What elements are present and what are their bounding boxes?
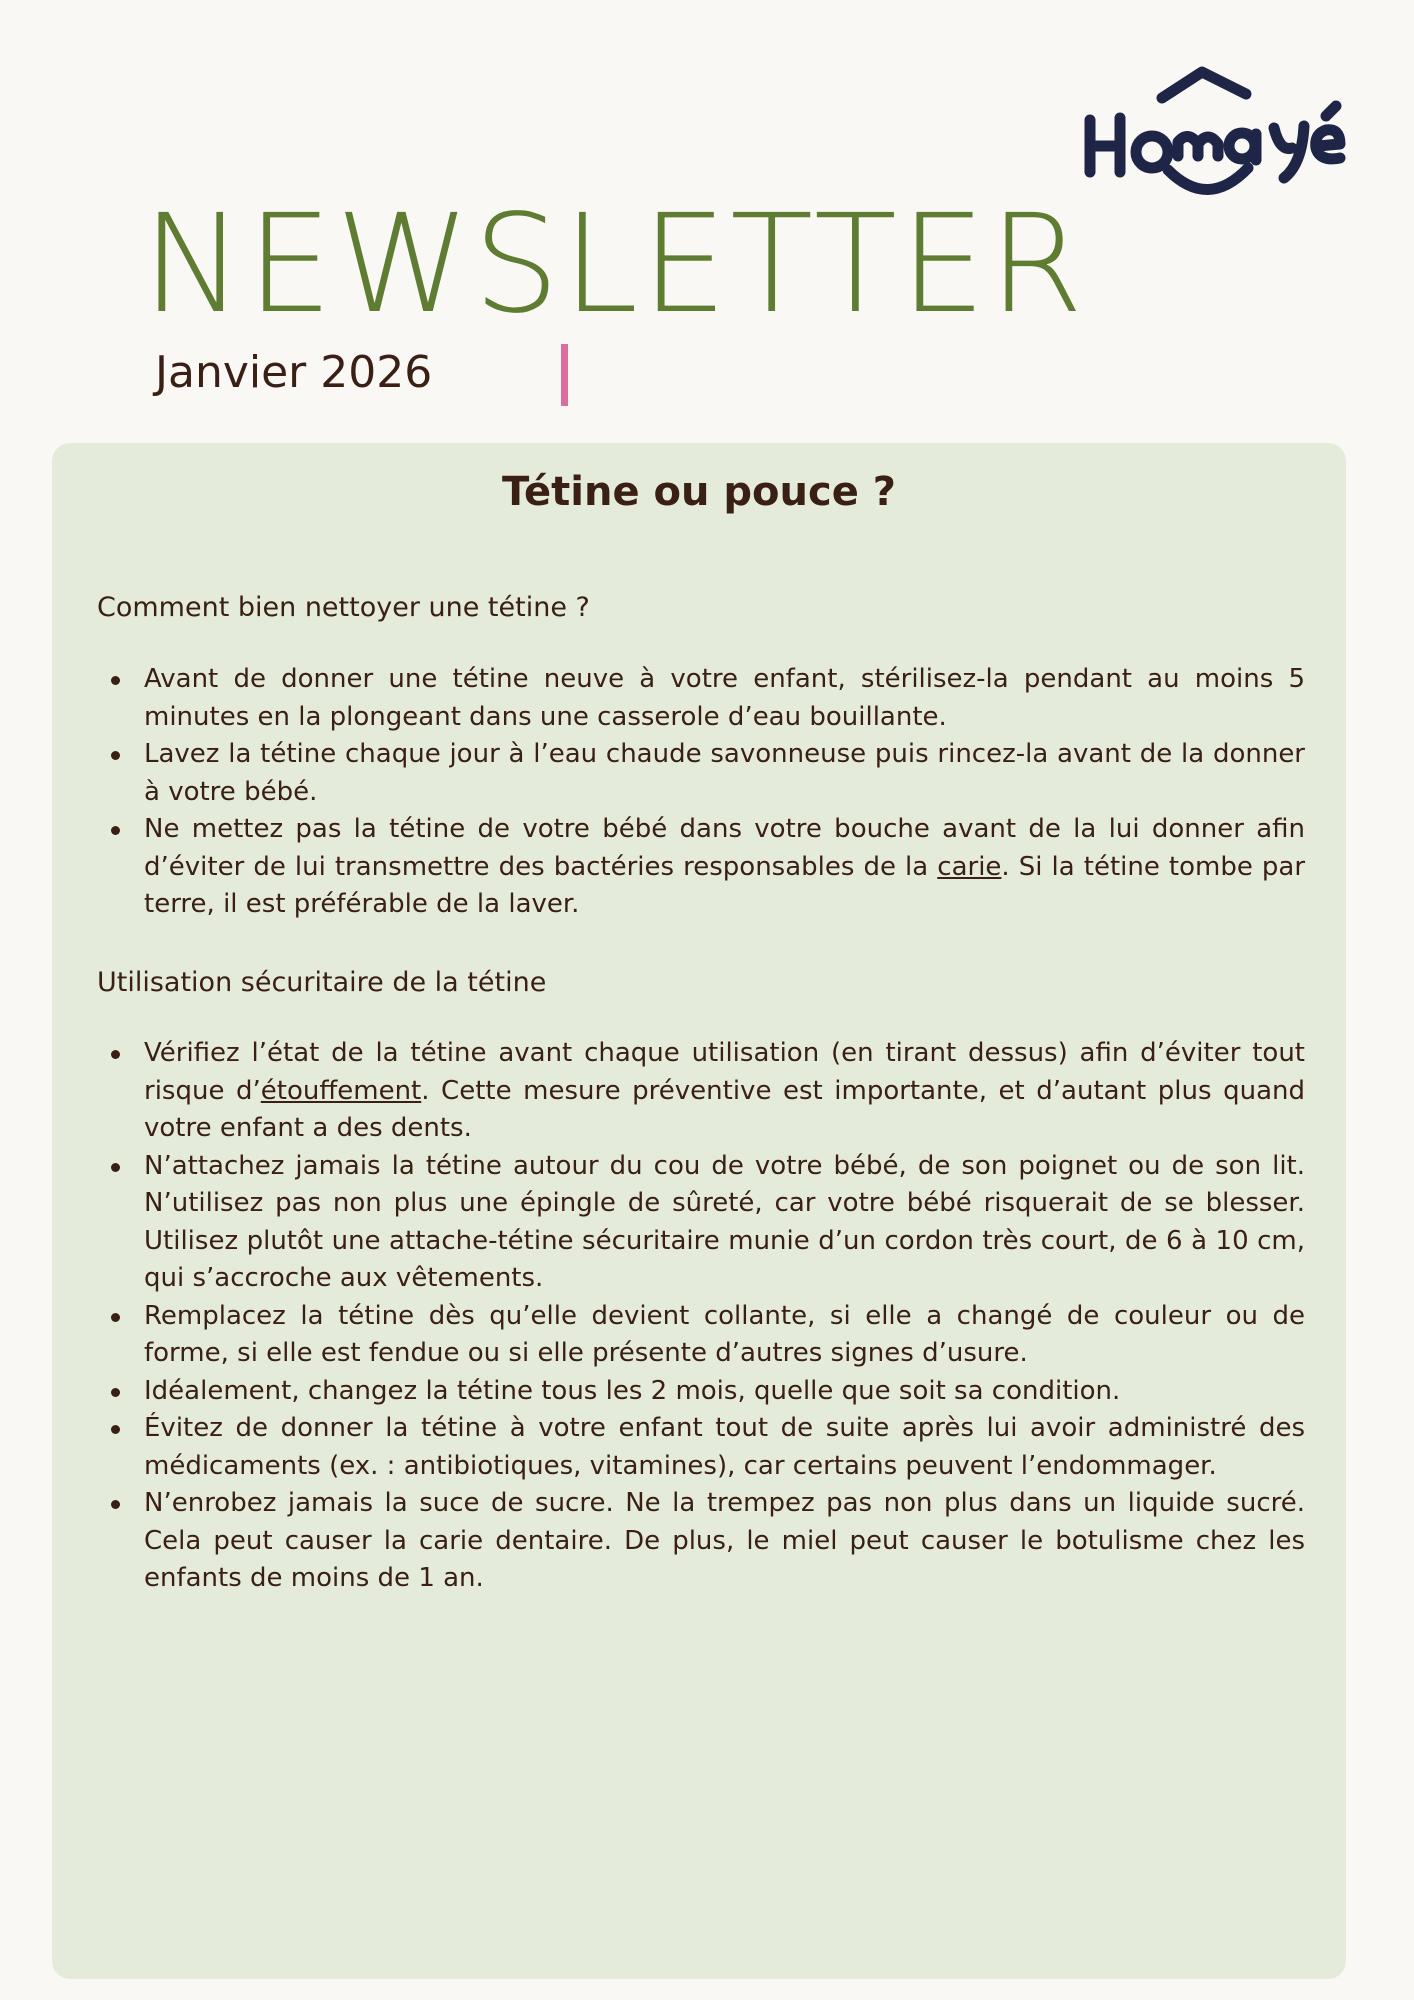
article-card — [52, 443, 1346, 1979]
newsletter-title: NEWSLETTER — [142, 186, 1087, 344]
list-item-text: . Si la tétine tombe par terre, il est préférable de la laver. — [144, 851, 1306, 919]
cleaning-list — [97, 661, 1305, 924]
section-heading-cleaning: Comment bien nettoyer une tétine ? — [97, 592, 590, 623]
homaye-logo — [1070, 60, 1360, 200]
list-item — [97, 1035, 1305, 1148]
section-heading-safety: Utilisation sécuritaire de la tétine — [97, 967, 547, 998]
list-item: Lavez la tétine chaque jour à l’eau chaude savonneuse puis rincez-la avant de la donner à votre bébé. — [97, 736, 1305, 811]
list-item: Évitez de donner la tétine à votre enfant tout de suite après lui avoir administré des médicaments (ex. : antibiotiques, vitamines), car certains peuvent l’endommager. — [97, 1410, 1305, 1485]
list-item — [97, 811, 1305, 924]
list-item-text: Ne mettez pas la tétine de votre bébé dans votre bouche avant de la lui donner afin d’éviter de lui transmettre des bactéries responsables de la — [144, 814, 1305, 882]
list-item: N’attachez jamais la tétine autour du cou de votre bébé, de son poignet ou de son lit. N’utilisez pas non plus une épingle de sûreté, car votre bébé risquerait de se blesser. Utilisez plutôt une attache-tétine sécuritaire munie d’un cordon très court, de 6 à 10 cm, qui s’accroche aux vêtements. — [97, 1148, 1305, 1298]
list-item-text: Vérifiez l’état de la tétine avant chaque utilisation (en tirant dessus) afin d’éviter tout risque d’ — [144, 1038, 1305, 1106]
list-item: Remplacez la tétine dès qu’elle devient collante, si elle a changé de couleur ou de forme, si elle est fendue ou si elle présente d’autres signes d’usure. — [97, 1298, 1305, 1373]
link-etouffement[interactable]: étouffement — [260, 1075, 422, 1106]
list-item: Avant de donner une tétine neuve à votre enfant, stérilisez-la pendant au moins 5 minutes en la plongeant dans une casserole d’eau bouillante. — [97, 661, 1305, 736]
date-divider — [561, 344, 568, 406]
article-title: Tétine ou pouce ? — [502, 469, 896, 515]
list-item: N’enrobez jamais la suce de sucre. Ne la trempez pas non plus dans un liquide sucré. Cela peut causer la carie dentaire. De plus, le miel peut causer le botulisme chez les enfants de moins de 1 an. — [97, 1485, 1305, 1598]
list-item-text: . Cette mesure préventive est importante, et d’autant plus quand votre enfant a des dents. — [144, 1075, 1305, 1143]
issue-date: Janvier 2026 — [155, 347, 433, 398]
link-carie[interactable]: carie — [937, 851, 1002, 882]
safety-list — [97, 1035, 1305, 1598]
list-item: Idéalement, changez la tétine tous les 2 mois, quelle que soit sa condition. — [97, 1373, 1305, 1411]
homaye-logo-graphic — [1070, 60, 1360, 200]
